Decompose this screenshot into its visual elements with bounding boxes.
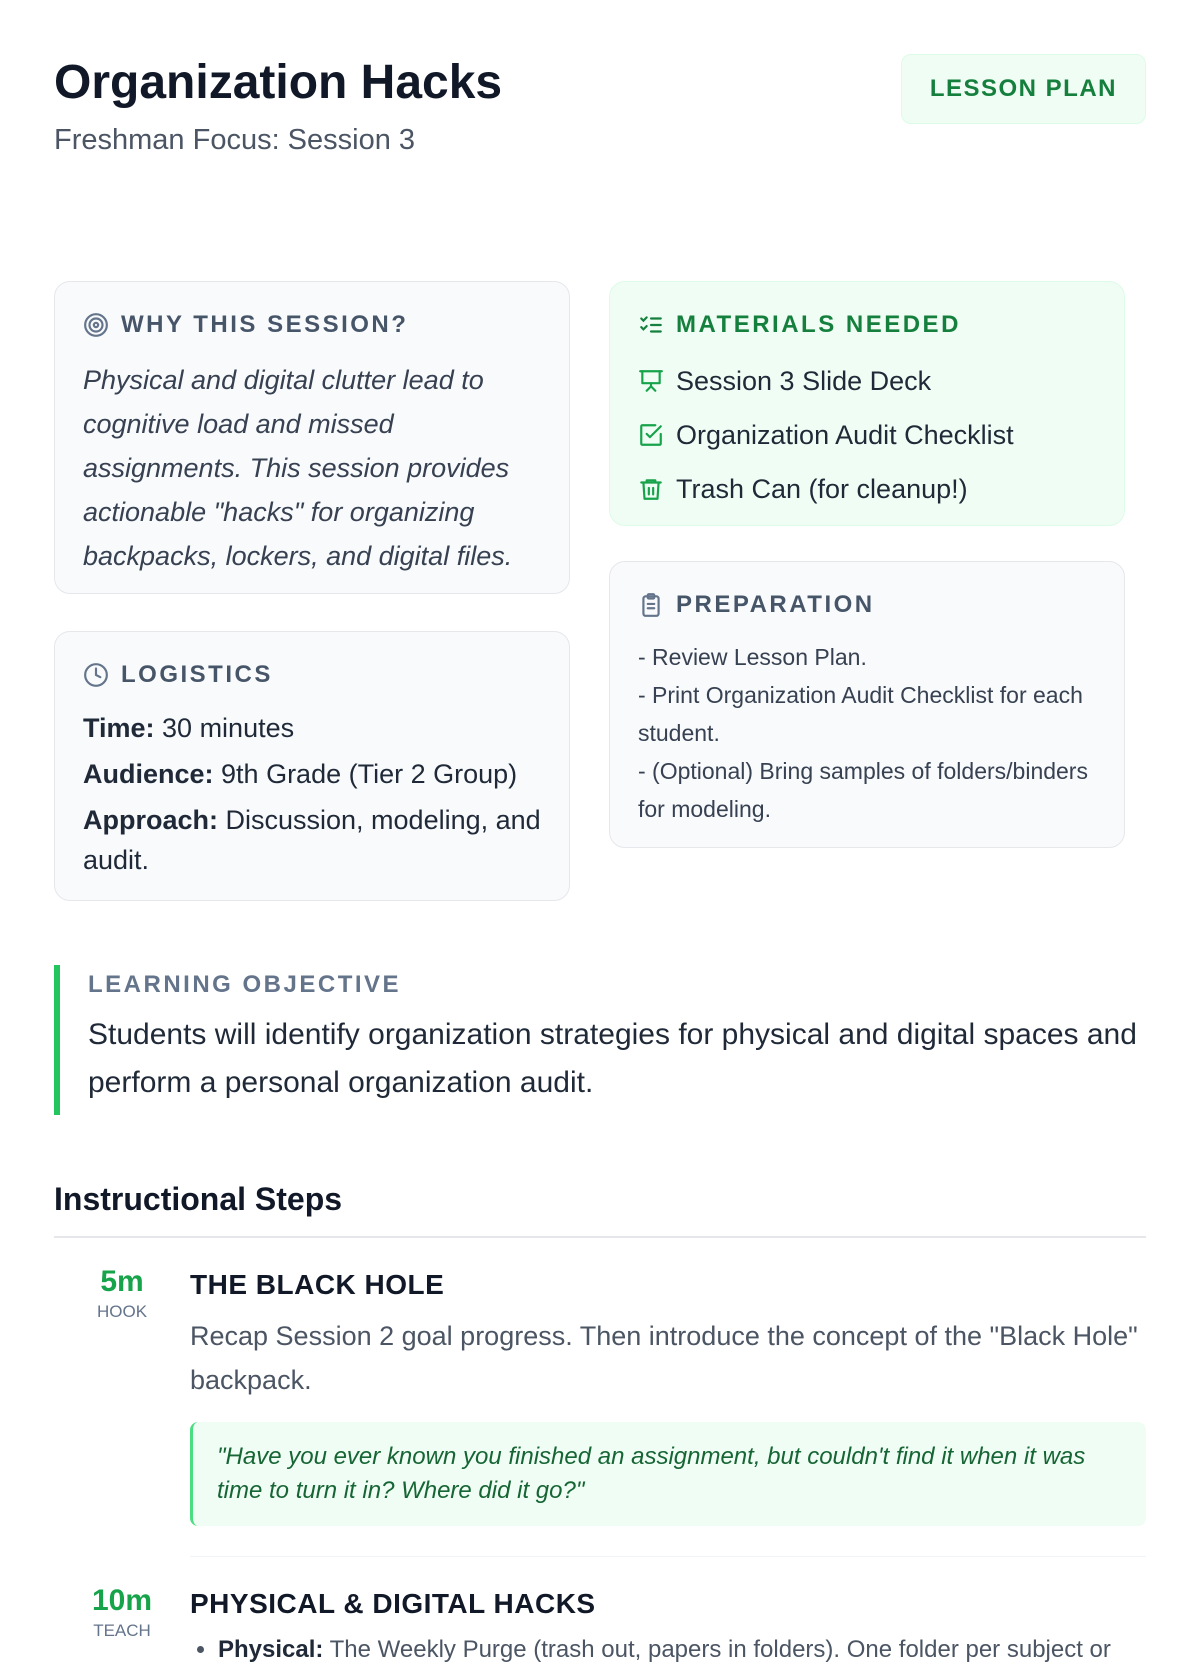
step-item	[54, 1238, 1146, 1526]
material-item: Session 3 Slide Deck	[638, 354, 1096, 408]
logistics-heading: LOGISTICS	[121, 661, 273, 688]
step-title: PHYSICAL & DIGITAL HACKS	[190, 1588, 596, 1619]
info-grid	[54, 281, 1146, 911]
materials-heading: MATERIALS NEEDED	[676, 311, 961, 338]
lesson-plan-badge: LESSON PLAN	[901, 54, 1146, 124]
objective-text: Students will identify organization strategies for physical and digital spaces and perform a personal organization audit.	[88, 1018, 1137, 1099]
why-text: Physical and digital clutter lead to cognitive load and missed assignments. This session provides actionable "hacks" for organizing backpacks, lockers, and digital files.	[83, 365, 513, 571]
logistics-card	[54, 631, 570, 901]
step-phase: HOOK	[96, 1302, 148, 1321]
step-quote: "Have you ever known you finished an assignment, but couldn't find it when it was time to turn it in? Where did it go?"	[190, 1422, 1146, 1526]
preparation-text: - Review Lesson Plan. - Print Organization Audit Checklist for each student. - (Optional) Bring samples of folders/binders for modeling.	[638, 644, 1088, 822]
step-description: Recap Session 2 goal progress. Then introduce the concept of the "Black Hole" backpack.	[190, 1321, 1138, 1395]
learning-objective	[54, 965, 1146, 1115]
page-title: Organization Hacks	[54, 56, 503, 109]
step-item	[54, 1557, 1146, 1669]
list-item: • Physical: The Weekly Purge (trash out, papers in folders). One folder per subject or	[218, 1631, 1146, 1669]
step-bullets	[190, 1631, 1146, 1669]
logistics-approach: Approach: Discussion, modeling, and audit.	[83, 805, 541, 875]
step-duration: 10m	[91, 1584, 153, 1617]
steps-title: Instructional Steps	[54, 1181, 1146, 1238]
material-item: Trash Can (for cleanup!)	[638, 462, 1096, 516]
materials-list	[638, 354, 1096, 516]
list-checks-icon	[638, 312, 664, 338]
step-phase: TEACH	[93, 1621, 151, 1640]
why-card	[54, 281, 570, 594]
materials-card	[609, 281, 1125, 526]
clipboard-icon	[638, 592, 664, 618]
logistics-time: Time: 30 minutes	[83, 713, 295, 743]
trash-icon	[638, 476, 664, 502]
checkbox-icon	[638, 422, 664, 448]
step-title: THE BLACK HOLE	[190, 1269, 445, 1300]
page-subtitle: Freshman Focus: Session 3	[54, 124, 416, 156]
preparation-card	[609, 561, 1125, 848]
logistics-audience: Audience: 9th Grade (Tier 2 Group)	[83, 759, 518, 789]
clock-icon	[83, 662, 109, 688]
material-item: Organization Audit Checklist	[638, 408, 1096, 462]
step-duration: 5m	[100, 1265, 144, 1298]
why-heading: WHY THIS SESSION?	[121, 311, 409, 338]
target-icon	[83, 312, 109, 338]
objective-label: LEARNING OBJECTIVE	[88, 971, 402, 998]
presentation-icon	[638, 368, 664, 394]
preparation-heading: PREPARATION	[676, 591, 875, 618]
header	[54, 54, 1146, 224]
